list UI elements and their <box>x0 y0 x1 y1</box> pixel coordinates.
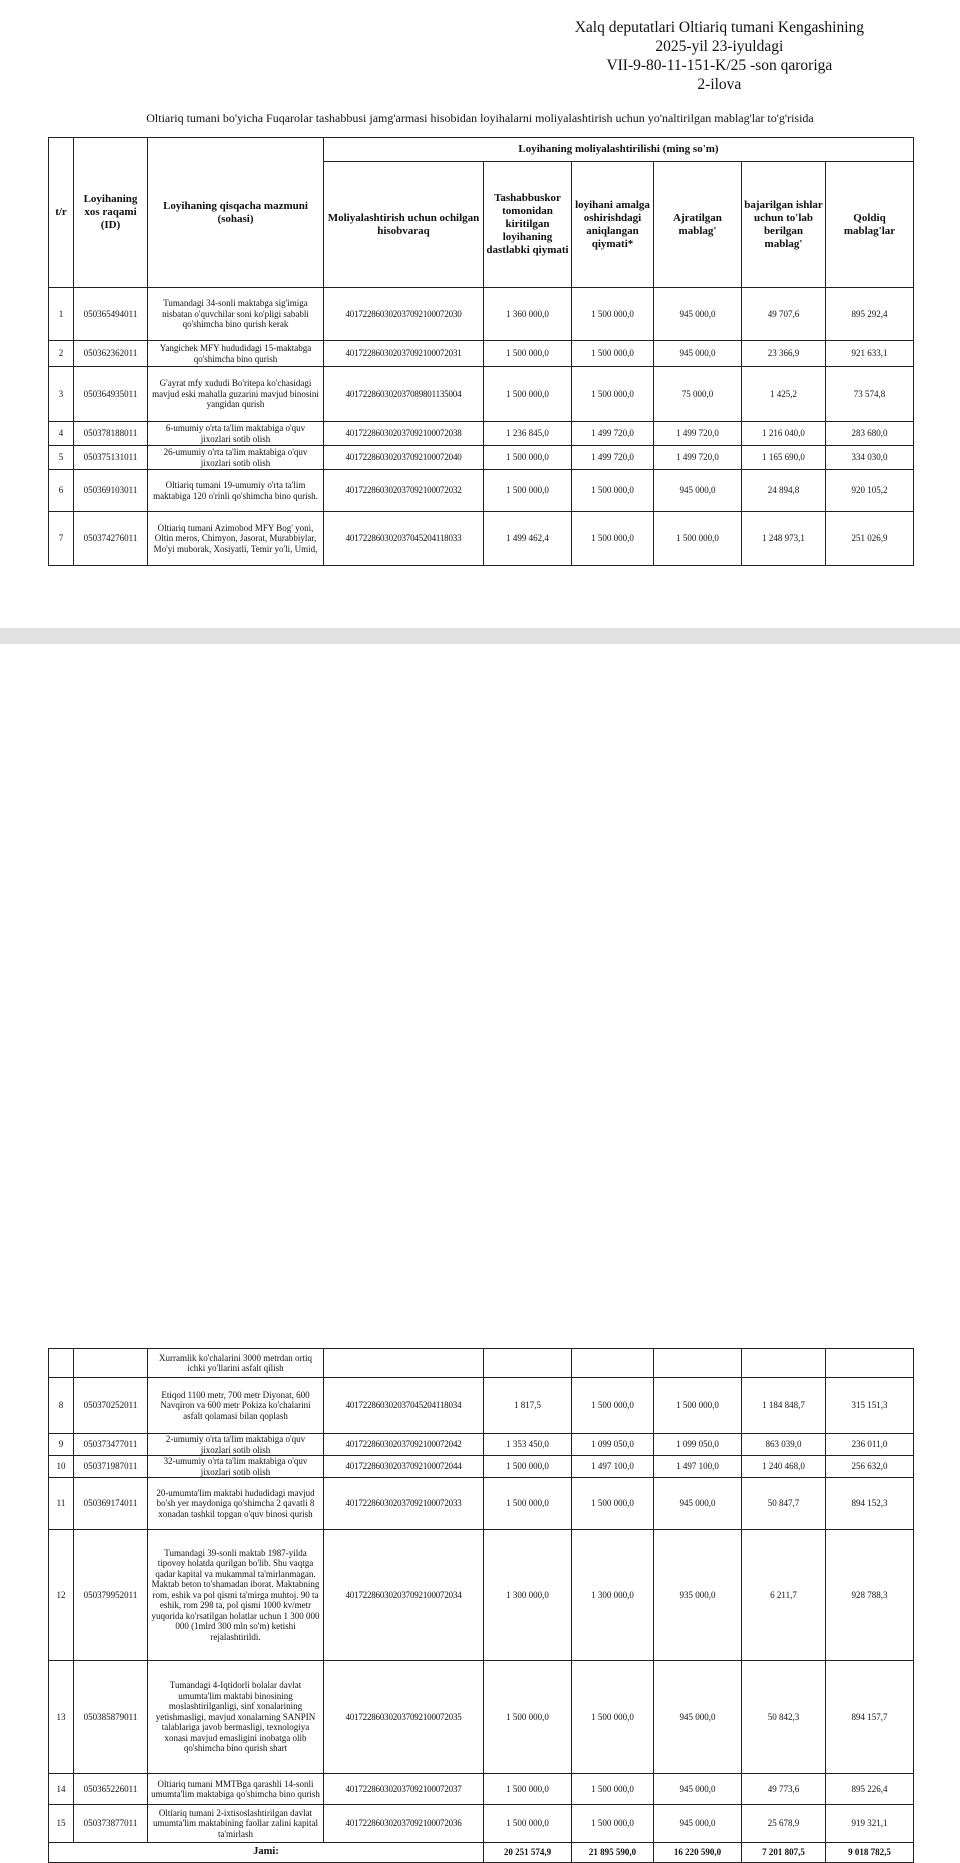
cell-allocated: 1 499 720,0 <box>654 446 742 470</box>
table-row <box>49 288 914 341</box>
cell-account: 401722860302037092100072044 <box>324 1456 484 1478</box>
cell-final: 1 497 100,0 <box>572 1456 654 1478</box>
cell-n: 5 <box>49 446 74 470</box>
header-line-4: 2-ilova <box>697 76 742 93</box>
cell-remaining: 334 030,0 <box>826 446 914 470</box>
cell-paid: 25 678,9 <box>742 1805 826 1843</box>
cell-final: 1 500 000,0 <box>572 1805 654 1843</box>
cell-final: 1 500 000,0 <box>572 1478 654 1530</box>
cell-account: 401722860302037092100072033 <box>324 1478 484 1530</box>
cell-allocated: 1 500 000,0 <box>654 1378 742 1434</box>
cell-paid: 1 184 848,7 <box>742 1378 826 1434</box>
cell-paid: 49 707,6 <box>742 288 826 341</box>
total-remaining: 9 018 782,5 <box>826 1843 914 1863</box>
cell-initial: 1 500 000,0 <box>484 1661 572 1774</box>
cell-paid: 49 773,6 <box>742 1774 826 1805</box>
cell-final: 1 500 000,0 <box>572 1661 654 1774</box>
cell-account: 401722860302037089801135004 <box>324 367 484 422</box>
header-line-3: VII-9-80-11-151-K/25 -son qaroriga <box>606 57 833 74</box>
cell-remaining: 251 026,9 <box>826 512 914 566</box>
table-row <box>49 470 914 512</box>
col-header-id: Loyihaning xos raqami (ID) <box>74 138 148 288</box>
cell-desc: 6-umumiy o'rta ta'lim maktabiga o'quv jixozlari sotib olish <box>148 422 324 446</box>
cell-initial: 1 360 000,0 <box>484 288 572 341</box>
cell-allocated: 1 500 000,0 <box>654 512 742 566</box>
cell-id: 050371987011 <box>74 1456 148 1478</box>
cell-remaining: 928 788,3 <box>826 1530 914 1661</box>
table-row <box>49 422 914 446</box>
cell-account: 401722860302037092100072036 <box>324 1805 484 1843</box>
cell-account: 401722860302037092100072038 <box>324 422 484 446</box>
total-label: Jami: <box>49 1843 484 1863</box>
cell-remaining: 894 152,3 <box>826 1478 914 1530</box>
cell-allocated: 75 000,0 <box>654 367 742 422</box>
total-paid: 7 201 807,5 <box>742 1843 826 1863</box>
cell-remaining: 236 011,0 <box>826 1434 914 1456</box>
cell-id: 050379952011 <box>74 1530 148 1661</box>
cell-initial: 1 817,5 <box>484 1378 572 1434</box>
cell-n: 15 <box>49 1805 74 1843</box>
table-row <box>49 1456 914 1478</box>
cell-allocated: 945 000,0 <box>654 1774 742 1805</box>
document-subtitle: Oltiariq tumani bo'yicha Fuqarolar tashabbusi jamg'armasi hisobidan loyihalarni moliyalashtirish uchun yo'naltirilgan mablag'lar to'g'risida <box>146 111 814 125</box>
cell-paid: 23 366,9 <box>742 341 826 367</box>
cell-final: 1 300 000,0 <box>572 1530 654 1661</box>
funding-table <box>48 137 914 566</box>
total-allocated: 16 220 590,0 <box>654 1843 742 1863</box>
cell-final: 1 500 000,0 <box>572 1378 654 1434</box>
cell-desc: 26-umumiy o'rta ta'lim maktabiga o'quv jixozlari sotib olish <box>148 446 324 470</box>
cell-id: 050369174011 <box>74 1478 148 1530</box>
cell-final: 1 500 000,0 <box>572 367 654 422</box>
cell-paid: 50 847,7 <box>742 1478 826 1530</box>
cell-desc: 32-umumiy o'rta ta'lim maktabiga o'quv jixozlari sotib olish <box>148 1456 324 1478</box>
cell-remaining: 315 151,3 <box>826 1378 914 1434</box>
cell-id: 050373877011 <box>74 1805 148 1843</box>
cell-desc: Oltiariq tumani 2-ixtisoslashtirilgan davlat umumta'lim maktabining faollar zalini kapital ta'mirlash <box>148 1805 324 1843</box>
cell-empty <box>49 1349 74 1378</box>
cell-id: 050365226011 <box>74 1774 148 1805</box>
page-separator <box>0 628 960 644</box>
cell-id: 050373477011 <box>74 1434 148 1456</box>
cell-paid: 863 039,0 <box>742 1434 826 1456</box>
cell-paid: 1 240 468,0 <box>742 1456 826 1478</box>
cell-id: 050375131011 <box>74 446 148 470</box>
cell-remaining: 256 632,0 <box>826 1456 914 1478</box>
cell-account: 401722860302037045204118033 <box>324 512 484 566</box>
cell-account: 401722860302037092100072034 <box>324 1530 484 1661</box>
cell-id: 050362362011 <box>74 341 148 367</box>
table-row <box>49 1774 914 1805</box>
cell-n: 13 <box>49 1661 74 1774</box>
cell-initial: 1 499 462,4 <box>484 512 572 566</box>
cell-paid: 6 211,7 <box>742 1530 826 1661</box>
document-page-2 <box>0 644 960 1858</box>
cell-id: 050364935011 <box>74 367 148 422</box>
cell-id: 050374276011 <box>74 512 148 566</box>
document-page-1 <box>0 0 960 628</box>
cell-empty <box>74 1349 148 1378</box>
cell-initial: 1 500 000,0 <box>484 1774 572 1805</box>
table-row <box>49 1805 914 1843</box>
cell-initial: 1 500 000,0 <box>484 1805 572 1843</box>
cell-id: 050365494011 <box>74 288 148 341</box>
cell-empty <box>826 1349 914 1378</box>
col-header-desc: Loyihaning qisqacha mazmuni (sohasi) <box>148 138 324 288</box>
col-header-paid: bajarilgan ishlar uchun to'lab berilgan mablag' <box>742 162 826 288</box>
cell-account: 401722860302037092100072040 <box>324 446 484 470</box>
cell-account: 401722860302037092100072032 <box>324 470 484 512</box>
table-row <box>49 367 914 422</box>
cell-n: 8 <box>49 1378 74 1434</box>
cell-id: 050370252011 <box>74 1378 148 1434</box>
table-rows-page-2 <box>49 1378 914 1843</box>
cell-allocated: 945 000,0 <box>654 470 742 512</box>
table-row <box>49 512 914 566</box>
cell-account: 401722860302037092100072031 <box>324 341 484 367</box>
cell-final: 1 500 000,0 <box>572 512 654 566</box>
cell-paid: 1 165 690,0 <box>742 446 826 470</box>
cell-remaining: 73 574,8 <box>826 367 914 422</box>
cell-n: 7 <box>49 512 74 566</box>
cell-remaining: 895 292,4 <box>826 288 914 341</box>
cell-remaining: 895 226,4 <box>826 1774 914 1805</box>
cell-account: 401722860302037045204118034 <box>324 1378 484 1434</box>
cell-paid: 1 248 973,1 <box>742 512 826 566</box>
cell-allocated: 945 000,0 <box>654 288 742 341</box>
table-row <box>49 1530 914 1661</box>
cell-n: 14 <box>49 1774 74 1805</box>
cell-n: 2 <box>49 341 74 367</box>
cell-desc: Tumandagi 4-Iqtidorli bolalar davlat umumta'lim maktabi binosining moslashtirilganligi, sinf xonalarining yetishmasligi, mavjud xonalarning SANPIN talablariga javob bermasligi, texnologiya xonasi mavjud emasligini inobatga olib qo'shimcha bino qurish shart <box>148 1661 324 1774</box>
table-row <box>49 1434 914 1456</box>
cell-allocated: 1 499 720,0 <box>654 422 742 446</box>
cell-account: 401722860302037092100072035 <box>324 1661 484 1774</box>
cell-desc: 20-umumta'lim maktabi hududidagi mavjud bo'sh yer maydoniga qo'shimcha 2 qavatli 8 xonadan tashkil topgan o'quv binosi qurish <box>148 1478 324 1530</box>
group-header: Loyihaning moliyalashtirilishi (ming so'm) <box>324 138 914 162</box>
table-row <box>49 341 914 367</box>
cell-desc: Oltiariq tumani MMTBga qarashli 14-sonli umumta'lim maktabiga qo'shimcha bino qurish <box>148 1774 324 1805</box>
cell-allocated: 1 497 100,0 <box>654 1456 742 1478</box>
cell-n: 3 <box>49 367 74 422</box>
cell-n: 9 <box>49 1434 74 1456</box>
table-row <box>49 446 914 470</box>
cell-n: 12 <box>49 1530 74 1661</box>
cell-final: 1 500 000,0 <box>572 288 654 341</box>
cell-initial: 1 500 000,0 <box>484 1478 572 1530</box>
cell-initial: 1 300 000,0 <box>484 1530 572 1661</box>
table-row <box>49 1378 914 1434</box>
cell-paid: 50 842,3 <box>742 1661 826 1774</box>
header-line-2: 2025-yil 23-iyuldagi <box>655 38 784 55</box>
cell-final: 1 500 000,0 <box>572 341 654 367</box>
cell-initial: 1 353 450,0 <box>484 1434 572 1456</box>
funding-table-continued <box>48 1348 914 1863</box>
cell-remaining: 894 157,7 <box>826 1661 914 1774</box>
cell-allocated: 935 000,0 <box>654 1530 742 1661</box>
cell-paid: 1 216 040,0 <box>742 422 826 446</box>
cell-paid: 24 894,8 <box>742 470 826 512</box>
col-header-account: Moliyalashtirish uchun ochilgan hisobvaraq <box>324 162 484 288</box>
total-initial: 20 251 574,9 <box>484 1843 572 1863</box>
cell-paid: 1 425,2 <box>742 367 826 422</box>
cell-empty <box>324 1349 484 1378</box>
cell-remaining: 919 321,1 <box>826 1805 914 1843</box>
cell-final: 1 500 000,0 <box>572 470 654 512</box>
cell-remaining: 921 633,1 <box>826 341 914 367</box>
cell-account: 401722860302037092100072042 <box>324 1434 484 1456</box>
cell-desc: Oltiariq tumani 19-umumiy o'rta ta'lim maktabiga 120 o'rinli qo'shimcha bino qurish. <box>148 470 324 512</box>
cell-initial: 1 500 000,0 <box>484 367 572 422</box>
cell-desc: Oltiariq tumani Azimobod MFY Bog' yoni, Oltin meros, Chimyon, Jasorat, Murabbiylar, Mo'yi muborak, Xosiyatli, Temir yo'li, Umid, <box>148 512 324 566</box>
total-final: 21 895 590,0 <box>572 1843 654 1863</box>
document-header <box>575 18 864 94</box>
cell-allocated: 945 000,0 <box>654 1478 742 1530</box>
cell-initial: 1 236 845,0 <box>484 422 572 446</box>
cell-final: 1 099 050,0 <box>572 1434 654 1456</box>
cell-empty <box>654 1349 742 1378</box>
cell-empty <box>742 1349 826 1378</box>
table-row <box>49 1478 914 1530</box>
cell-desc: Tumandagi 39-sonli maktab 1987-yilda tipovoy holatda qurilgan bo'lib. Shu vaqtga qadar kapital va mukammal ta'mirlanmagan. Maktab beton to'shamadan iborat. Maktabning rom, eshik va pol qismi ta'mirga muhtoj. 90 ta eshik, rom 298 ta, pol qismi 1000 kv/metr yuqorida ko'rsatilgan holatlar uchun 1 300 000 000 (1mlrd 300 mln so'm) ketishi rejalashtirildi. <box>148 1530 324 1661</box>
cell-account: 401722860302037092100072037 <box>324 1774 484 1805</box>
cell-desc: Yangichek MFY hududidagi 15-maktabga qo'shimcha bino qurish <box>148 341 324 367</box>
col-header-remaining: Qoldiq mablag'lar <box>826 162 914 288</box>
cell-id: 050385879011 <box>74 1661 148 1774</box>
cell-initial: 1 500 000,0 <box>484 1456 572 1478</box>
cell-remaining: 283 680,0 <box>826 422 914 446</box>
cell-desc: 2-umumiy o'rta ta'lim maktabiga o'quv jixozlari sotib olish <box>148 1434 324 1456</box>
cell-n: 1 <box>49 288 74 341</box>
cell-initial: 1 500 000,0 <box>484 470 572 512</box>
table-total-row <box>49 1843 914 1863</box>
cell-empty <box>484 1349 572 1378</box>
cell-desc: Tumandagi 34-sonli maktabga sig'imiga nisbatan o'quvchilar soni ko'pligi sababli qo'shimcha bino qurish kerak <box>148 288 324 341</box>
col-header-n: t/r <box>49 138 74 288</box>
cell-desc: G'ayrat mfy xududi Bo'ritepa ko'chasidagi mavjud eski mahalla guzarini mavjud binosini yangidan qurish <box>148 367 324 422</box>
table-body-page-1 <box>49 288 914 566</box>
cell-initial: 1 500 000,0 <box>484 446 572 470</box>
col-header-allocated: Ajratilgan mablag' <box>654 162 742 288</box>
cell-final: 1 499 720,0 <box>572 446 654 470</box>
cell-allocated: 945 000,0 <box>654 1805 742 1843</box>
cell-initial: 1 500 000,0 <box>484 341 572 367</box>
col-header-initial: Tashabbuskor tomonidan kiritilgan loyihaning dastlabki qiymati <box>484 162 572 288</box>
table-body-page-2 <box>49 1349 914 1378</box>
cell-n: 4 <box>49 422 74 446</box>
cell-empty <box>572 1349 654 1378</box>
cell-desc: Etiqod 1100 metr, 700 metr Diyonat, 600 Navqiron va 600 metr Pokiza ko'chalarini asfalt qolamasi bilan qoplash <box>148 1378 324 1434</box>
cell-id: 050369103011 <box>74 470 148 512</box>
header-line-1: Xalq deputatlari Oltiariq tumani Kengashining <box>574 19 864 36</box>
cell-final: 1 500 000,0 <box>572 1774 654 1805</box>
cell-allocated: 1 099 050,0 <box>654 1434 742 1456</box>
cell-id: 050378188011 <box>74 422 148 446</box>
cell-account: 401722860302037092100072030 <box>324 288 484 341</box>
cell-n: 10 <box>49 1456 74 1478</box>
cell-final: 1 499 720,0 <box>572 422 654 446</box>
cell-n: 11 <box>49 1478 74 1530</box>
cell-n: 6 <box>49 470 74 512</box>
cell-remaining: 920 105,2 <box>826 470 914 512</box>
cell-allocated: 945 000,0 <box>654 1661 742 1774</box>
col-header-final: loyihani amalga oshirishdagi aniqlangan qiymati* <box>572 162 654 288</box>
table-row-continuation <box>49 1349 914 1378</box>
cell-allocated: 945 000,0 <box>654 341 742 367</box>
cell-desc: Xurramlik ko'chalarini 3000 metrdan ortiq ichki yo'llarini asfalt qilish <box>148 1349 324 1378</box>
table-row <box>49 1661 914 1774</box>
